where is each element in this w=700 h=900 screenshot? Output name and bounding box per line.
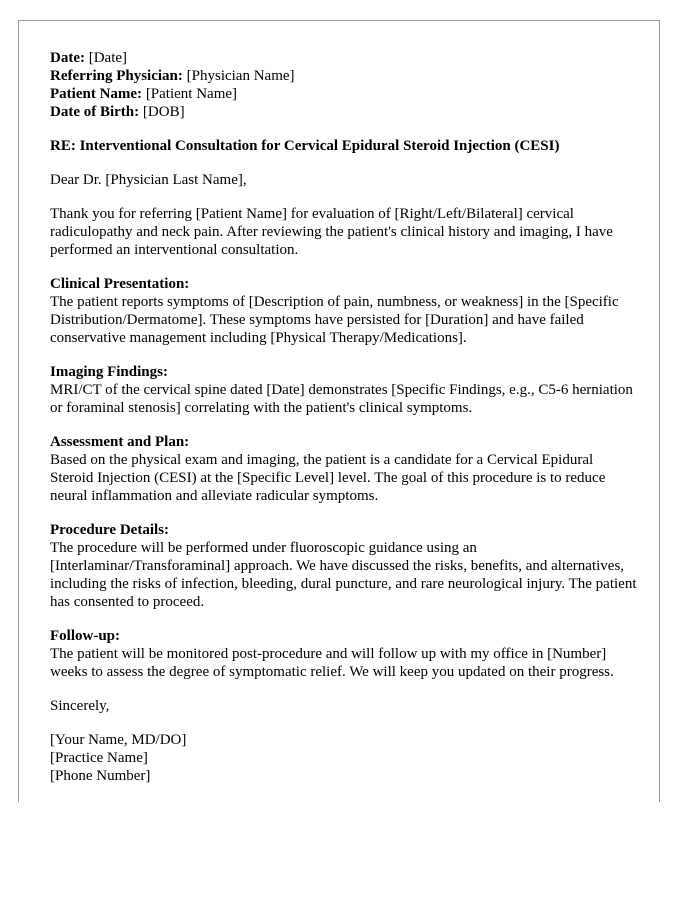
referring-physician-line: [50, 67, 640, 85]
signature-name: [Your Name, MD/DO]: [50, 732, 187, 748]
referring-physician-label: Referring Physician:: [50, 68, 183, 84]
referring-physician-value: [Physician Name]: [186, 68, 295, 84]
clinical-heading: Clinical Presentation:: [50, 276, 190, 292]
closing: Sincerely,: [50, 698, 110, 714]
followup-body: The patient will be monitored post-procedure and will follow up with my office in [Number] weeks to assess the degree of symptomatic relief. We will keep you updated on their progress.: [50, 646, 614, 680]
assessment-section: [50, 433, 640, 505]
letter-content: [50, 49, 640, 785]
imaging-heading: Imaging Findings:: [50, 364, 168, 380]
followup-section: [50, 627, 640, 681]
procedure-section: [50, 521, 640, 611]
letter-header: [50, 49, 640, 121]
date-line: [50, 49, 640, 67]
clinical-section: [50, 275, 640, 347]
signature-phone: [Phone Number]: [50, 768, 151, 784]
subject-text: RE: Interventional Consultation for Cervical Epidural Steroid Injection (CESI): [50, 138, 560, 154]
subject-line: [50, 137, 640, 155]
date-label: Date:: [50, 50, 85, 66]
procedure-heading: Procedure Details:: [50, 522, 169, 538]
dob-value: [DOB]: [142, 104, 185, 120]
clinical-body: The patient reports symptoms of [Description of pain, numbness, or weakness] in the [Specific Distribution/Dermatome]. These symptoms have persisted for [Duration] and have failed conservative management including [Physical Therapy/Medications].: [50, 294, 619, 346]
signature-practice: [Practice Name]: [50, 750, 148, 766]
patient-name-line: [50, 85, 640, 103]
followup-heading: Follow-up:: [50, 628, 121, 644]
signature-block: [50, 731, 640, 785]
date-value: [Date]: [88, 50, 128, 66]
imaging-body: MRI/CT of the cervical spine dated [Date] demonstrates [Specific Findings, e.g., C5-6 herniation or foraminal stenosis] correlating with the patient's clinical symptoms.: [50, 382, 633, 416]
salutation: Dear Dr. [Physician Last Name],: [50, 172, 247, 188]
patient-name-value: [Patient Name]: [145, 86, 238, 102]
dob-label: Date of Birth:: [50, 104, 140, 120]
intro-paragraph: Thank you for referring [Patient Name] for evaluation of [Right/Left/Bilateral] cervical radiculopathy and neck pain. After reviewing the patient's clinical history and imaging, I have performed an interventional consultation.: [50, 206, 613, 258]
letter-page: [18, 20, 660, 802]
imaging-section: [50, 363, 640, 417]
assessment-body: Based on the physical exam and imaging, the patient is a candidate for a Cervical Epidural Steroid Injection (CESI) at the [Specific Level] level. The goal of this procedure is to reduce neural inflammation and alleviate radicular symptoms.: [50, 452, 606, 504]
procedure-body: The procedure will be performed under fluoroscopic guidance using an [Interlaminar/Transforaminal] approach. We have discussed the risks, benefits, and alternatives, including the risks of infection, bleeding, dural puncture, and rare neurological injury. The patient has consented to proceed.: [50, 540, 637, 610]
patient-name-label: Patient Name:: [50, 86, 143, 102]
dob-line: [50, 103, 640, 121]
assessment-heading: Assessment and Plan:: [50, 434, 190, 450]
